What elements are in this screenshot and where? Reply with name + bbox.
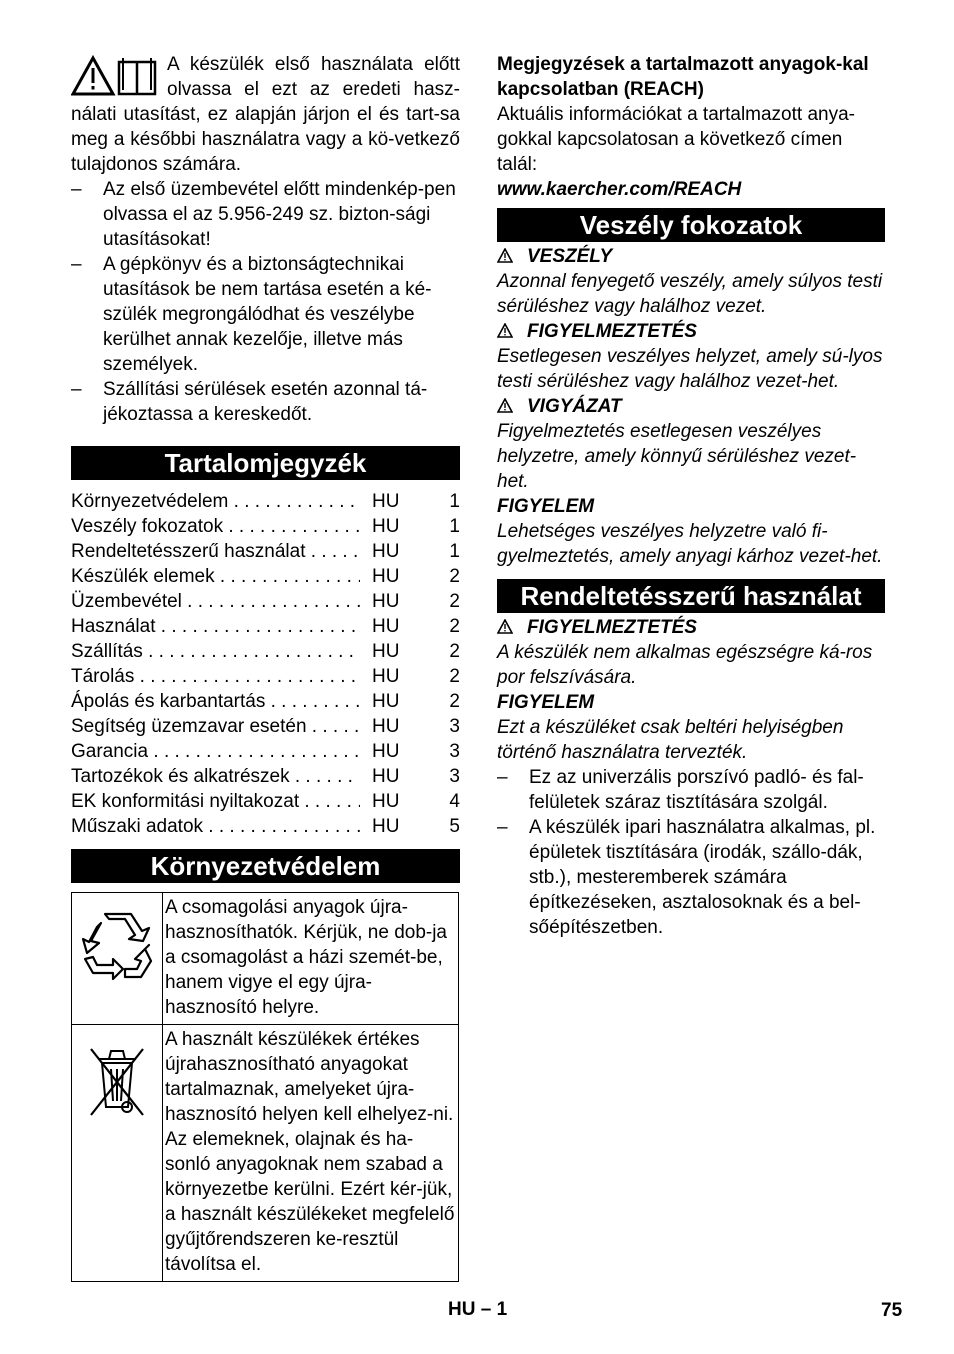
toc-entry-page: 4: [449, 791, 460, 812]
toc-entry-page: 3: [449, 716, 460, 737]
toc-entry-name: Készülék elemek . . .: [71, 564, 360, 589]
toc-entry-name: Segítség üzemzavar esetén . . .: [71, 714, 360, 739]
toc-row[interactable]: [71, 689, 460, 714]
crossed-bin-icon: [87, 1041, 147, 1121]
warning-label-text: FIGYELMEZTETÉS: [527, 321, 697, 342]
footer-section-page: HU – 1: [448, 1299, 508, 1320]
recycle-icon: [79, 909, 155, 989]
intro-bullet: [71, 377, 460, 427]
intro-section: [71, 52, 460, 427]
warning-icon: [497, 323, 513, 338]
warning-icon: [497, 248, 513, 263]
toc-entry-page: 3: [449, 766, 460, 787]
danger-heading: Veszély fokozatok: [497, 208, 885, 242]
toc-row[interactable]: [71, 764, 460, 789]
danger-text: Azonnal fenyegető veszély, amely súlyos testi sérüléshez vagy halálhoz vezet.: [497, 271, 883, 317]
toc-entry-name: Garancia . . .: [71, 739, 360, 764]
toc-entry-name: Szállítás . . .: [71, 639, 360, 664]
warning-label: [497, 319, 885, 344]
toc-entry-lang: HU: [372, 491, 400, 512]
danger-levels: [497, 244, 885, 569]
toc-entry-name: Üzembevétel . . .: [71, 589, 360, 614]
footer-page-number: 75: [881, 1300, 903, 1321]
usage-notice-text: Ezt a készüléket csak beltéri helyiségben történő használatra tervezték.: [497, 717, 844, 763]
danger-label: [497, 244, 885, 269]
toc-entry-name: Használat . . .: [71, 614, 360, 639]
danger-label-text: VESZÉLY: [527, 246, 613, 267]
left-column: [71, 52, 460, 1282]
toc-entry-lang: HU: [372, 716, 400, 737]
toc-row[interactable]: [71, 514, 460, 539]
caution-text: Figyelmeztetés esetlegesen veszélyes helyzetre, amely könnyű sérüléshez vezet-het.: [497, 421, 857, 492]
toc-entry-page: 1: [449, 516, 460, 537]
usage-warning-label-text: FIGYELMEZTETÉS: [527, 617, 697, 638]
toc-entry-page: 3: [449, 741, 460, 762]
toc-row[interactable]: [71, 739, 460, 764]
toc-row[interactable]: [71, 639, 460, 664]
toc-row[interactable]: [71, 589, 460, 614]
toc-entry-lang: HU: [372, 666, 400, 687]
toc-entry-name: Környezetvédelem . . .: [71, 489, 360, 514]
toc-row[interactable]: [71, 614, 460, 639]
bullet-dash: –: [71, 254, 82, 275]
toc-entry-name: Rendeltetésszerű használat . . .: [71, 539, 360, 564]
toc-entry-page: 1: [449, 541, 460, 562]
toc-entry-page: 2: [449, 566, 460, 587]
env-row-text: A használt készülékek értékes újrahasznosítható anyagokat tartalmaznak, amelyeket újra-hasznosító helyen kell elhelyez-ni. Az elemeknek, olajnak és ha-sonló anyagoknak nem szabad a környezetbe kerülni. Ezért kér-jük, a használt készülékeket megfelelő gyűjtőrendszeren ke-resztül távolítsa el.: [163, 1025, 459, 1282]
toc-entry-lang: HU: [372, 741, 400, 762]
toc-entry-name: Műszaki adatok . . .: [71, 814, 360, 839]
usage-bullet-text: Ez az univerzális porszívó padló- és fal-felületek száraz tisztítására szolgál.: [529, 767, 864, 813]
toc-entry-lang: HU: [372, 691, 400, 712]
env-row-recycle: [72, 893, 459, 1025]
table-of-contents: [71, 489, 460, 839]
reach-url[interactable]: www.kaercher.com/REACH: [497, 179, 742, 200]
toc-row[interactable]: [71, 664, 460, 689]
reach-heading: Megjegyzések a tartalmazott anyagok-kal kapcsolatban (REACH): [497, 54, 869, 100]
toc-entry-name: Veszély fokozatok . . .: [71, 514, 360, 539]
right-column: [497, 52, 885, 940]
toc-heading: Tartalomjegyzék: [71, 446, 460, 480]
toc-entry-lang: HU: [372, 791, 400, 812]
warning-icon: [497, 619, 513, 634]
intro-bullet: [71, 177, 460, 252]
env-table: [71, 892, 459, 1282]
usage-bullet: [497, 815, 885, 940]
toc-entry-page: 1: [449, 491, 460, 512]
toc-entry-name: Tárolás . . .: [71, 664, 360, 689]
toc-entry-page: 2: [449, 641, 460, 662]
intro-bullet-text: Az első üzembevétel előtt mindenkép-pen olvassa el az 5.956-249 sz. bizton-sági utasításokat!: [103, 179, 456, 250]
env-icon-cell: [72, 1025, 163, 1282]
env-row-text: A csomagolási anyagok újra-hasznosíthatók. Kérjük, ne dob-ja a csomagolást a házi szemét-be, hanem vigye el egy újra-hasznosító helyre.: [163, 893, 459, 1025]
usage-notice-label: FIGYELEM: [497, 692, 595, 713]
usage-heading: Rendeltetésszerű használat: [497, 579, 885, 613]
toc-entry-lang: HU: [372, 616, 400, 637]
toc-entry-page: 2: [449, 691, 460, 712]
toc-entry-page: 2: [449, 591, 460, 612]
usage-bullet-text: A készülék ipari használatra alkalmas, pl. épületek tisztítására (irodák, szállo-dák, stb.), mesteremberek számára építkezéseken, asztalosoknak és a bel-sőépítészetben.: [529, 817, 876, 938]
warning-text: Esetlegesen veszélyes helyzet, amely sú-lyos testi sérüléshez vagy halálhoz vezet-het.: [497, 346, 883, 392]
toc-entry-lang: HU: [372, 541, 400, 562]
usage-bullet: [497, 765, 885, 815]
toc-row[interactable]: [71, 789, 460, 814]
toc-entry-lang: HU: [372, 516, 400, 537]
toc-entry-lang: HU: [372, 641, 400, 662]
caution-label: [497, 394, 885, 419]
warning-icon: [497, 398, 513, 413]
notice-text: Lehetséges veszélyes helyzetre való fi-gyelmeztetés, amely anyagi kárhoz vezet-het.: [497, 521, 883, 567]
env-row-weee: [72, 1025, 459, 1282]
intro-bullet-text: Szállítási sérülések esetén azonnal tá-jékoztassa a kereskedőt.: [103, 379, 428, 425]
toc-entry-lang: HU: [372, 591, 400, 612]
reach-text: Aktuális információkat a tartalmazott anya-gokkal kapcsolatosan a következő címen talál:: [497, 104, 855, 175]
toc-entry-lang: HU: [372, 816, 400, 837]
intro-bullet: [71, 252, 460, 377]
toc-entry-name: Ápolás és karbantartás . . .: [71, 689, 360, 714]
caution-label-text: VIGYÁZAT: [527, 396, 622, 417]
intro-bullet-text: A gépkönyv és a biztonságtechnikai utasítások be nem tartása esetén a ké-szülék megrongálódhat és veszélybe kerülhet annak kezelője, illetve más személyek.: [103, 254, 432, 375]
toc-entry-lang: HU: [372, 766, 400, 787]
notice-label: FIGYELEM: [497, 496, 595, 517]
toc-entry-name: EK konformitási nyiltakozat . . .: [71, 789, 360, 814]
warning-manual-icon: [71, 54, 163, 100]
intro-text: A készülék első használata előtt olvassa el ezt az eredeti hasz-nálati utasítást, ez alapján járjon el és tart-sa meg a későbbi használatra vagy a kö-vetkező tulajdonos számára.: [71, 54, 460, 175]
bullet-dash: –: [497, 817, 508, 838]
toc-row[interactable]: [71, 564, 460, 589]
toc-entry-lang: HU: [372, 566, 400, 587]
bullet-dash: –: [497, 767, 508, 788]
usage-section: [497, 615, 885, 940]
env-heading: Környezetvédelem: [71, 849, 460, 883]
usage-warning-text: A készülék nem alkalmas egészségre ká-ros por felszívására.: [497, 642, 873, 688]
env-icon-cell: [72, 893, 163, 1025]
toc-row[interactable]: [71, 714, 460, 739]
bullet-dash: –: [71, 179, 82, 200]
toc-entry-page: 5: [449, 816, 460, 837]
usage-warning-label: [497, 615, 885, 640]
bullet-dash: –: [71, 379, 82, 400]
toc-entry-page: 2: [449, 666, 460, 687]
toc-row[interactable]: [71, 489, 460, 514]
toc-entry-name: Tartozékok és alkatrészek . . .: [71, 764, 360, 789]
toc-row[interactable]: [71, 539, 460, 564]
toc-entry-page: 2: [449, 616, 460, 637]
toc-row[interactable]: [71, 814, 460, 839]
